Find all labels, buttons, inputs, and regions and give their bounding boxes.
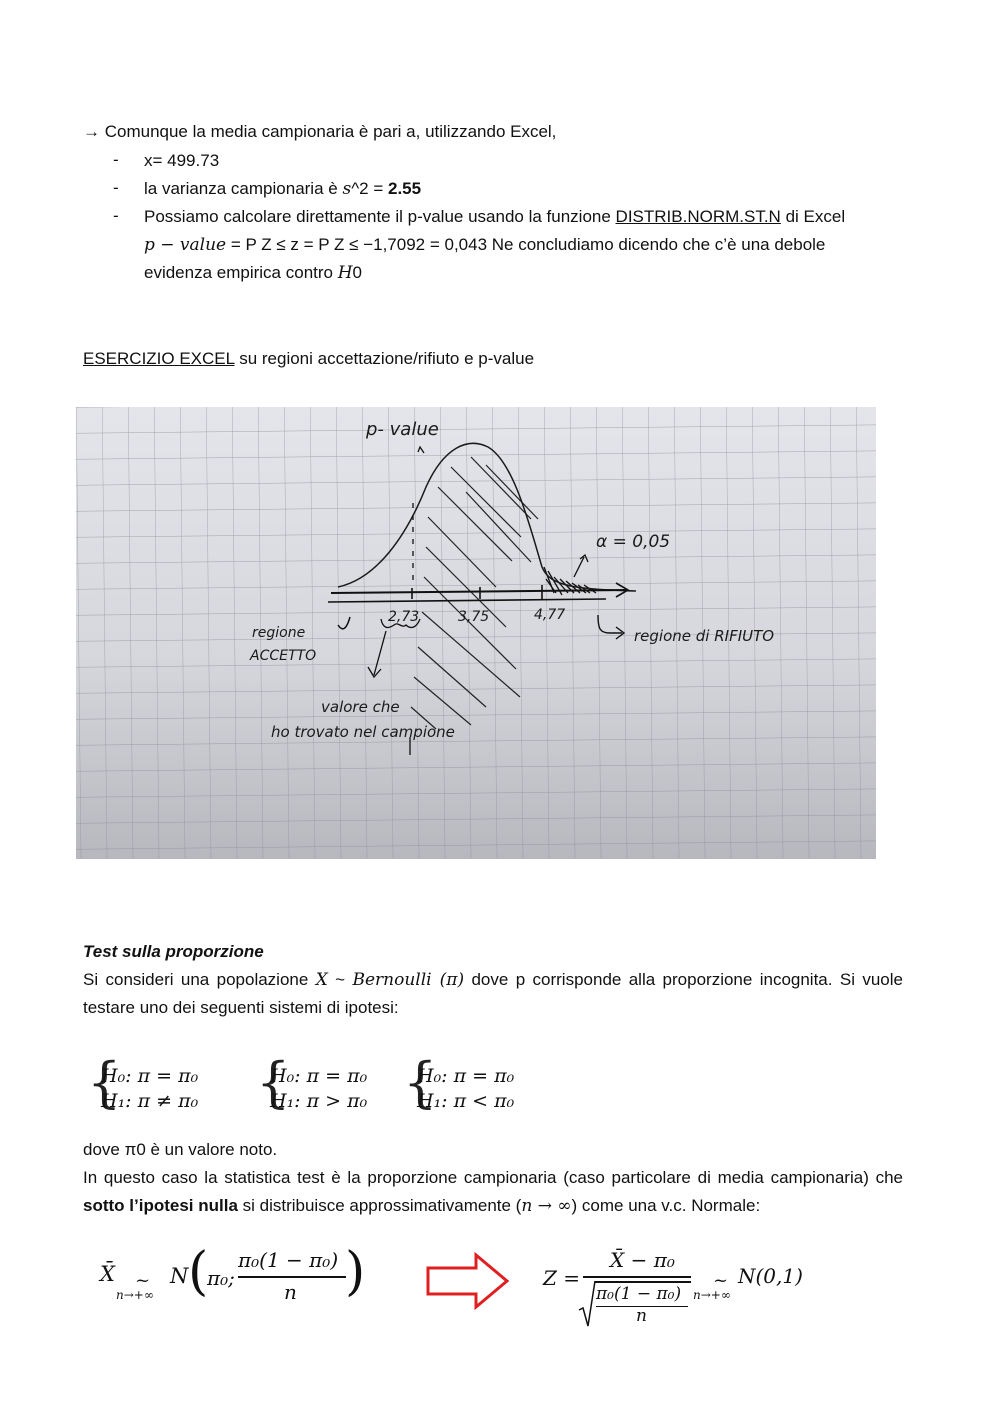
- pvalue-excel: di Excel: [780, 207, 846, 226]
- paren-close: ): [345, 1242, 366, 1302]
- para-text-mid: si distribuisce approssimativamente (: [237, 1196, 522, 1215]
- implies-arrow-icon: [426, 1252, 510, 1310]
- variance-denominator: n: [284, 1280, 297, 1304]
- pvalue-text: Possiamo calcolare direttamente il p-value usando la funzione: [144, 207, 616, 226]
- bullet-pvalue: [144, 203, 904, 287]
- pi0-note: dove π0 è un valore noto.: [83, 1140, 278, 1159]
- para-text-end: ) come una v.c. Normale:: [571, 1196, 761, 1215]
- label-tick1: 2,73: [388, 609, 420, 625]
- standard-normal: N(0,1): [738, 1264, 803, 1288]
- bullet-mean: x= 499.73: [144, 151, 220, 170]
- exercise-rest: su regioni accettazione/rifiuto e p-value: [234, 349, 535, 368]
- pvalue-symbol: p − value: [144, 235, 227, 255]
- para-text: In questo caso la statistica test è la proporzione campionaria (caso particolare di media campionaria) che: [83, 1168, 903, 1187]
- bullet-marker: -: [113, 178, 119, 197]
- label-regione-accetto: regione: [252, 625, 306, 641]
- variance-exp: ^2 =: [351, 179, 388, 198]
- pvalue-conclusion: evidenza empirica contro: [144, 263, 338, 282]
- label-accetto: ACCETTO: [250, 648, 317, 664]
- intro-line: → Comunque la media campionaria è pari a, utilizzando Excel,: [83, 122, 557, 141]
- label-valore-che: valore che: [321, 698, 400, 716]
- z-numerator: X̄ − π₀: [610, 1248, 675, 1272]
- variance-symbol: s: [342, 179, 352, 199]
- z-denominator-num: π₀(1 − π₀): [596, 1284, 682, 1304]
- bullet-variance: [144, 178, 421, 200]
- label-alpha: α = 0,05: [596, 532, 671, 552]
- tilde-sign: ~: [327, 970, 353, 989]
- label-pvalue: p- value: [366, 419, 439, 440]
- exercise-link[interactable]: ESERCIZIO EXCEL: [83, 349, 235, 368]
- xbar: X̄: [100, 1262, 115, 1286]
- statistic-paragraph: [83, 1164, 903, 1220]
- h0-sub: 0: [352, 263, 363, 282]
- h0-line: H₀: π = π₀: [270, 1065, 368, 1087]
- intro-paragraph: [83, 966, 903, 1022]
- limit-sub: n→+∞: [116, 1288, 154, 1302]
- bullet-marker: -: [113, 150, 119, 169]
- label-regione-rifiuto: regione di RIFIUTO: [634, 627, 775, 645]
- label-tick2: 3,75: [458, 609, 490, 625]
- sqrt-sign-icon: [578, 1280, 596, 1328]
- z-fraction-bar: [583, 1276, 691, 1278]
- brace: {: [403, 1051, 438, 1114]
- brace: {: [256, 1051, 291, 1114]
- exercise-heading: [83, 348, 534, 370]
- z-denominator-den: n: [636, 1306, 647, 1326]
- variance-numerator: π₀(1 − π₀): [238, 1248, 339, 1272]
- paren-open: (: [188, 1242, 209, 1302]
- sqrt-bar: [595, 1281, 691, 1283]
- z-limit-sub: n→+∞: [693, 1288, 731, 1302]
- para-text-rest: dove p corrisponde alla proporzione incognita. Si vuole testare uno dei seguenti sistemi di ipotesi:: [83, 970, 903, 1017]
- pvalue-equation: = P Z ≤ z = P Z ≤ −1,7092 = 0,043 Ne concludiamo dicendo che c’è una debole: [226, 235, 826, 254]
- h0-line: H₀: π = π₀: [417, 1065, 515, 1087]
- variance-text: la varianza campionaria è: [144, 179, 343, 198]
- fraction-bar: [238, 1276, 346, 1278]
- tilde: ~: [135, 1270, 151, 1291]
- var-x: X: [315, 970, 328, 990]
- brace: {: [87, 1051, 122, 1114]
- pi-param: (π): [431, 970, 465, 990]
- n-limit: n → ∞: [521, 1196, 572, 1216]
- h1-line: H₁: π > π₀: [270, 1090, 368, 1112]
- h1-line: H₁: π < π₀: [417, 1090, 515, 1112]
- null-hypothesis-bold: sotto l’ipotesi nulla: [83, 1196, 238, 1215]
- excel-function-link[interactable]: DISTRIB.NORM.ST.N: [615, 207, 781, 226]
- z-tilde: ~: [713, 1270, 729, 1291]
- h0-symbol: H: [337, 263, 353, 283]
- z-label: Z =: [543, 1266, 581, 1290]
- normal-n: N: [170, 1264, 189, 1288]
- label-tick3: 4,77: [534, 607, 566, 623]
- section-title: Test sulla proporzione: [83, 942, 264, 961]
- bullet-marker: -: [113, 206, 119, 225]
- h0-line: H₀: π = π₀: [101, 1065, 199, 1087]
- label-trovato-campione: ho trovato nel campione: [271, 723, 455, 741]
- variance-value: 2.55: [388, 179, 422, 198]
- pi0-param: π₀;: [207, 1266, 235, 1290]
- para-text: Si consideri una popolazione: [83, 970, 316, 989]
- h1-line: H₁: π ≠ π₀: [101, 1090, 199, 1112]
- bernoulli-label: Bernoulli: [352, 970, 432, 990]
- sketch-photo: [76, 407, 876, 859]
